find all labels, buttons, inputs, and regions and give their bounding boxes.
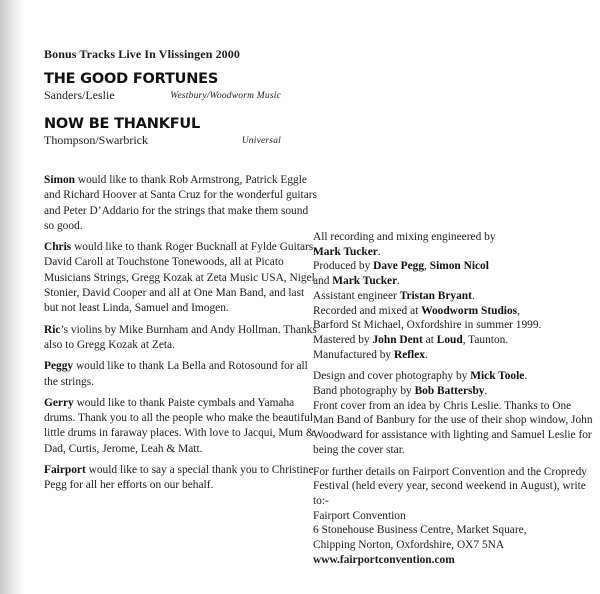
track-publisher: Universal bbox=[241, 136, 281, 146]
thanks-text: would like to thank La Bella and Rotosound for all the strings. bbox=[44, 360, 308, 388]
mastering-engineer-name: John Dent bbox=[372, 333, 423, 346]
credit-text: Mastered by bbox=[313, 333, 373, 346]
track-credit bbox=[44, 133, 281, 148]
producer-name: Mark Tucker bbox=[332, 275, 398, 288]
mastering-studio-name: Loud bbox=[436, 333, 463, 346]
thanks-text: would like to say a special thank you to Christine Pegg for all her efforts on our behalf. bbox=[44, 464, 314, 492]
producer-name: Dave Pegg bbox=[373, 260, 425, 273]
track-credit bbox=[44, 88, 281, 103]
design-credits: Design and cover photography by Mick Toole. Band photography by Bob Battersby. Front cover from an idea by Chris Leslie. Thanks to One Man Band of Banbury for the use of their shop window, John Woodward for assistance with lighting and Samuel Leslie for being the cover star. bbox=[313, 370, 593, 456]
recording-credits: All recording and mixing engineered by Mark Tucker. Produced by Dave Pegg, Simon Nicol and Mark Tucker. Assistant engineer Tristan Bryant. Recorded and mixed at Woodworm Studios, Barford St Michael, Oxfordshire in summer 1999. Mastered by John Dent at Loud, Taunton. Manufactured by Reflex. bbox=[313, 231, 542, 361]
credit-text: Assistant engineer bbox=[313, 289, 400, 302]
thanks-peggy bbox=[44, 359, 319, 390]
thanks-section bbox=[44, 173, 319, 500]
website-link[interactable]: www.fairportconvention.com bbox=[313, 553, 455, 566]
credit-text: at bbox=[422, 333, 437, 346]
assistant-engineer-name: Tristan Bryant bbox=[399, 289, 472, 302]
studio-name: Woodworm Studios bbox=[421, 304, 518, 317]
credit-text: , bbox=[424, 260, 430, 273]
contact-address-line: Chipping Norton, Oxfordshire, OX7 5NA bbox=[313, 539, 505, 552]
credit-text: Manufactured by bbox=[313, 348, 394, 361]
credit-text: Band photography by bbox=[313, 385, 415, 398]
thanks-text: would like to thank Rob Armstrong, Patrick Eggle and Richard Hoover at Santa Cruz for the wonderful guitars and Peter D’Addario for the strings that make them sound so good. bbox=[44, 174, 317, 232]
thanks-text: would like to thank Paiste cymbals and Yamaha drums. Thank you to all the people who make the beautiful little drums in faraway places. With love to Jacqui, Mum & Dad, Curtis, Jerome, Leah & Matt. bbox=[44, 396, 315, 455]
thanks-name: Fairport bbox=[44, 464, 86, 477]
thanks-name: Chris bbox=[44, 241, 72, 254]
engineer-name: Mark Tucker bbox=[313, 245, 378, 258]
track-title: NOW BE THANKFUL bbox=[44, 116, 201, 132]
track-now-be-thankful bbox=[44, 116, 281, 148]
manufacturer-name: Reflex bbox=[393, 348, 425, 361]
thanks-simon bbox=[44, 173, 319, 234]
bonus-tracks-heading: Bonus Tracks Live In Vlissingen 2000 bbox=[44, 47, 240, 61]
contact-intro: For further details on Fairport Convention and the Cropredy Festival (held every year, second weekend in August), write to:- bbox=[313, 465, 587, 507]
credits-section bbox=[313, 230, 593, 574]
designer-name: Mick Toole bbox=[470, 370, 525, 383]
photographer-name: Bob Battersby bbox=[414, 385, 485, 398]
credit-text: , Taunton. bbox=[462, 333, 509, 346]
contact-details bbox=[313, 465, 593, 568]
track-title: THE GOOD FORTUNES bbox=[44, 71, 219, 87]
credit-text: Design and cover photography by bbox=[313, 370, 471, 383]
credit-text: Produced by bbox=[313, 260, 374, 273]
credit-text: All recording and mixing engineered by bbox=[313, 231, 496, 243]
credit-text: and bbox=[313, 275, 333, 288]
thanks-name: Peggy bbox=[44, 360, 74, 373]
thanks-text: would like to thank Roger Bucknall at Fylde Guitars, David Caroll at Touchstone Tonewoods, all at Picato Musicians Strings, Gregg Kozak at Zeta Music USA, Nigel Stonier, David Cooper and all at One Man Band, and last but not least Linda, Samuel and Imogen. bbox=[44, 241, 317, 315]
credit-text: Barford St Michael, Oxfordshire in summer 1999. bbox=[313, 319, 542, 332]
thanks-text: ’s violins by Mike Burnham and Andy Hollman. Thanks also to Gregg Kozak at Zeta. bbox=[44, 323, 317, 351]
thanks-gerry bbox=[44, 396, 319, 457]
track-writers: Thompson/Swarbrick bbox=[44, 133, 148, 147]
thanks-fairport bbox=[44, 463, 319, 494]
contact-name: Fairport Convention bbox=[313, 509, 406, 522]
thanks-name: Ric bbox=[44, 323, 61, 336]
track-writers: Sanders/Leslie bbox=[44, 88, 115, 102]
thanks-chris bbox=[44, 240, 319, 316]
track-good-fortunes bbox=[44, 71, 281, 103]
thanks-name: Gerry bbox=[44, 396, 74, 409]
producer-name: Simon Nicol bbox=[429, 260, 489, 273]
contact-address-line: 6 Stonehouse Business Centre, Market Square, bbox=[313, 524, 527, 537]
page-fold-shadow bbox=[0, 0, 24, 594]
thanks-name: Simon bbox=[44, 174, 76, 186]
track-publisher: Westbury/Woodworm Music bbox=[170, 91, 281, 101]
credit-text: Recorded and mixed at bbox=[313, 304, 422, 317]
thanks-ric bbox=[44, 323, 319, 354]
credit-text: Front cover from an idea by Chris Leslie. Thanks to One Man Band of Banbury for the use of their shop window, John Woodward for assistance with lighting and Samuel Leslie for being the cover star. bbox=[313, 399, 593, 456]
